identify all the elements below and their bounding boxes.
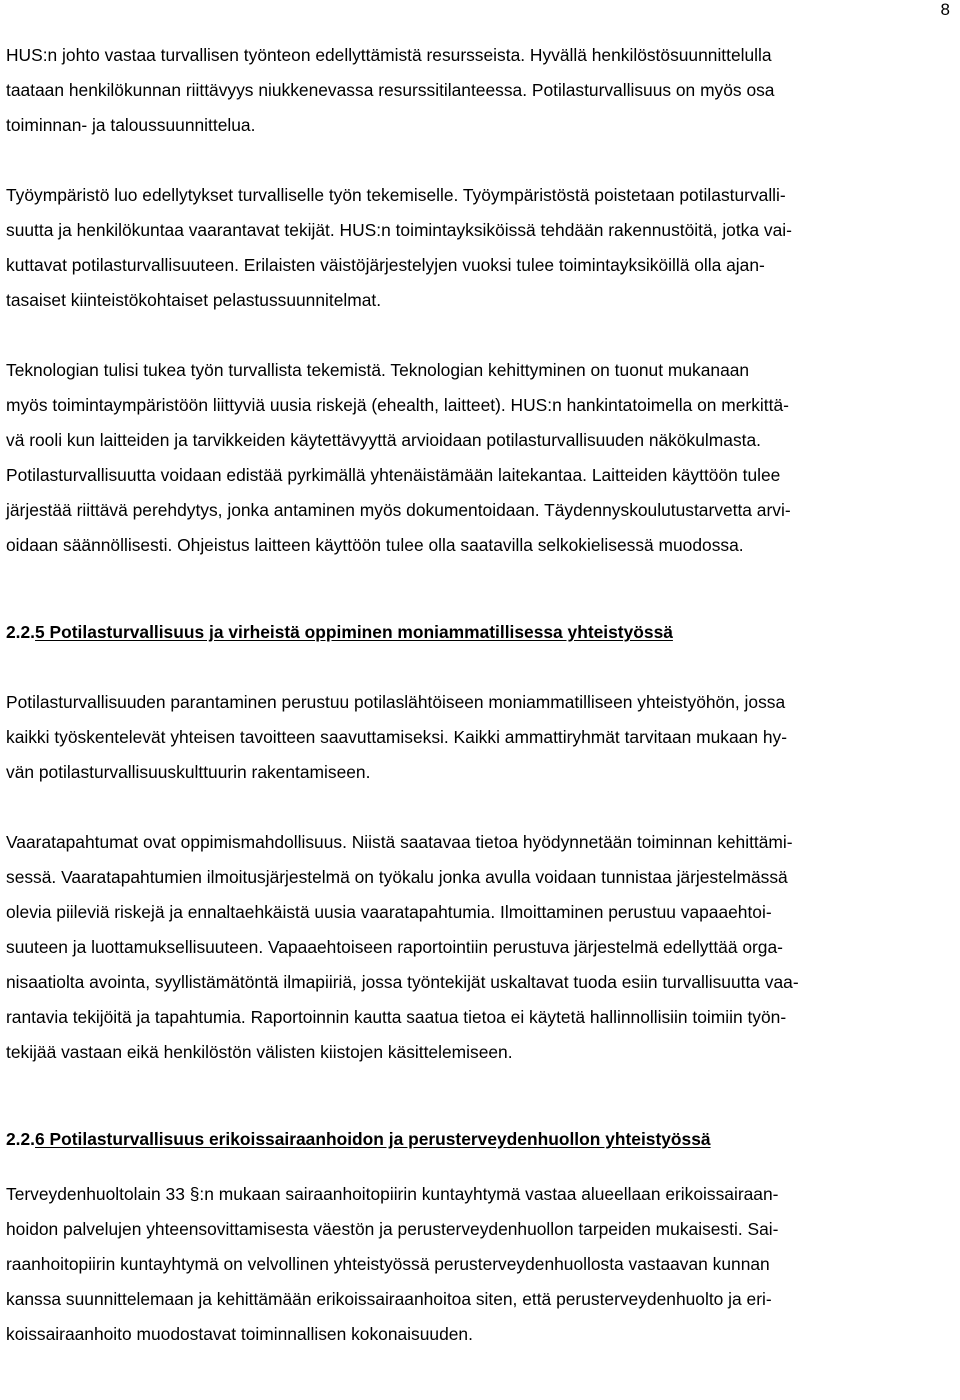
paragraph-management: [6, 38, 956, 143]
text-line: kuttavat potilasturvallisuuteen. Erilaisten väistöjärjestelyjen vuoksi tulee toimintayksiköillä olla ajan-: [6, 255, 765, 275]
text-line: Potilasturvallisuutta voidaan edistää pyrkimällä yhtenäistämään laitekantaa. Laitteiden käyttöön tulee: [6, 465, 781, 485]
section-heading-2-2-5: [6, 615, 956, 650]
text-line: raanhoitopiirin kuntayhtymä on velvollinen yhteistyössä perusterveydenhuollosta vastaavan kunnan: [6, 1254, 770, 1274]
section-number: 2.2.: [6, 622, 36, 642]
text-line: kaikki työskentelevät yhteisen tavoitteen saavuttamiseksi. Kaikki ammattiryhmät tarvitaan mukaan hy-: [6, 727, 787, 747]
text-line: Vaaratapahtumat ovat oppimismahdollisuus. Niistä saatavaa tietoa hyödynnetään toiminnan kehittämi-: [6, 832, 793, 852]
paragraph-incidents: [6, 825, 956, 1070]
text-line: taataan henkilökunnan riittävyys niukkenevassa resurssitilanteessa. Potilasturvallisuus on myös osa: [6, 80, 775, 100]
page-number: 8: [940, 0, 950, 19]
text-line: suuteen ja luottamuksellisuuteen. Vapaaehtoiseen raportointiin perustuva järjestelmä edellyttää orga-: [6, 937, 783, 957]
text-line: hoidon palvelujen yhteensovittamisesta väestön ja perusterveydenhuollon tarpeiden mukaisesti. Sai-: [6, 1219, 779, 1239]
text-line: toiminnan- ja taloussuunnittelua.: [6, 115, 256, 135]
paragraph-work-environment: [6, 178, 956, 318]
text-line: tekijää vastaan eikä henkilöstön välisten kiistojen käsittelemiseen.: [6, 1042, 513, 1062]
text-line: rantavia tekijöitä ja tapahtumia. Raportoinnin kautta saatua tietoa ei käytetä hallinnollisiin toimiin työn-: [6, 1007, 787, 1027]
text-line: koissairaanhoito muodostavat toiminnallisen kokonaisuuden.: [6, 1324, 473, 1344]
paragraph-technology: [6, 353, 956, 563]
document-body: [6, 38, 956, 1352]
text-line: vän potilasturvallisuuskulttuurin rakentamiseen.: [6, 762, 371, 782]
text-line: sessä. Vaaratapahtumien ilmoitusjärjestelmä on työkalu jonka avulla voidaan tunnistaa järjestelmässä: [6, 867, 788, 887]
section-title: 6 Potilasturvallisuus erikoissairaanhoidon ja perusterveydenhuollon yhteistyössä: [35, 1129, 711, 1149]
text-line: Työympäristö luo edellytykset turvalliselle työn tekemiselle. Työympäristöstä poistetaan potilasturvalli-: [6, 185, 786, 205]
text-line: oidaan säännöllisesti. Ohjeistus laitteen käyttöön tulee olla saatavilla selkokielisessä muodossa.: [6, 535, 744, 555]
section-number: 2.2.: [6, 1129, 36, 1149]
text-line: myös toimintaympäristöön liittyviä uusia riskejä (ehealth, laitteet). HUS:n hankintatoimella on merkittä-: [6, 395, 789, 415]
text-line: Teknologian tulisi tukea työn turvallista tekemistä. Teknologian kehittyminen on tuonut mukanaan: [6, 360, 750, 380]
text-line: olevia piileviä riskejä ja ennaltaehkäistä uusia vaaratapahtumia. Ilmoittaminen perustuu vapaaehtoi-: [6, 902, 772, 922]
text-line: Potilasturvallisuuden parantaminen perustuu potilaslähtöiseen moniammatilliseen yhteistyöhön, jossa: [6, 692, 786, 712]
text-line: Terveydenhuoltolain 33 §:n mukaan sairaanhoitopiirin kuntayhtymä vastaa alueellaan erikoissairaan-: [6, 1184, 779, 1204]
paragraph-cooperation: [6, 1177, 956, 1352]
text-line: kanssa suunnittelemaan ja kehittämään erikoissairaanhoitoa siten, että perusterveydenhuolto ja eri-: [6, 1289, 772, 1309]
section-title: 5 Potilasturvallisuus ja virheistä oppiminen moniammatillisessa yhteistyössä: [35, 622, 673, 642]
text-line: nisaatiolta avointa, syyllistämätöntä ilmapiiriä, jossa työntekijät uskaltavat tuoda esiin turvallisuutta vaa-: [6, 972, 799, 992]
section-heading-2-2-6: [6, 1122, 956, 1157]
text-line: suutta ja henkilökuntaa vaarantavat tekijät. HUS:n toimintayksiköissä tehdään rakennustöitä, jotka vai-: [6, 220, 792, 240]
text-line: HUS:n johto vastaa turvallisen työnteon edellyttämistä resursseista. Hyvällä henkilöstösuunnittelulla: [6, 45, 772, 65]
text-line: tasaiset kiinteistökohtaiset pelastussuunnitelmat.: [6, 290, 382, 310]
paragraph-multiprofessional: [6, 685, 956, 790]
text-line: järjestää riittävä perehdytys, jonka antaminen myös dokumentoidaan. Täydennyskoulutustarvetta arvi-: [6, 500, 791, 520]
text-line: vä rooli kun laitteiden ja tarvikkeiden käytettävyyttä arvioidaan potilasturvallisuuden näkökulmasta.: [6, 430, 761, 450]
